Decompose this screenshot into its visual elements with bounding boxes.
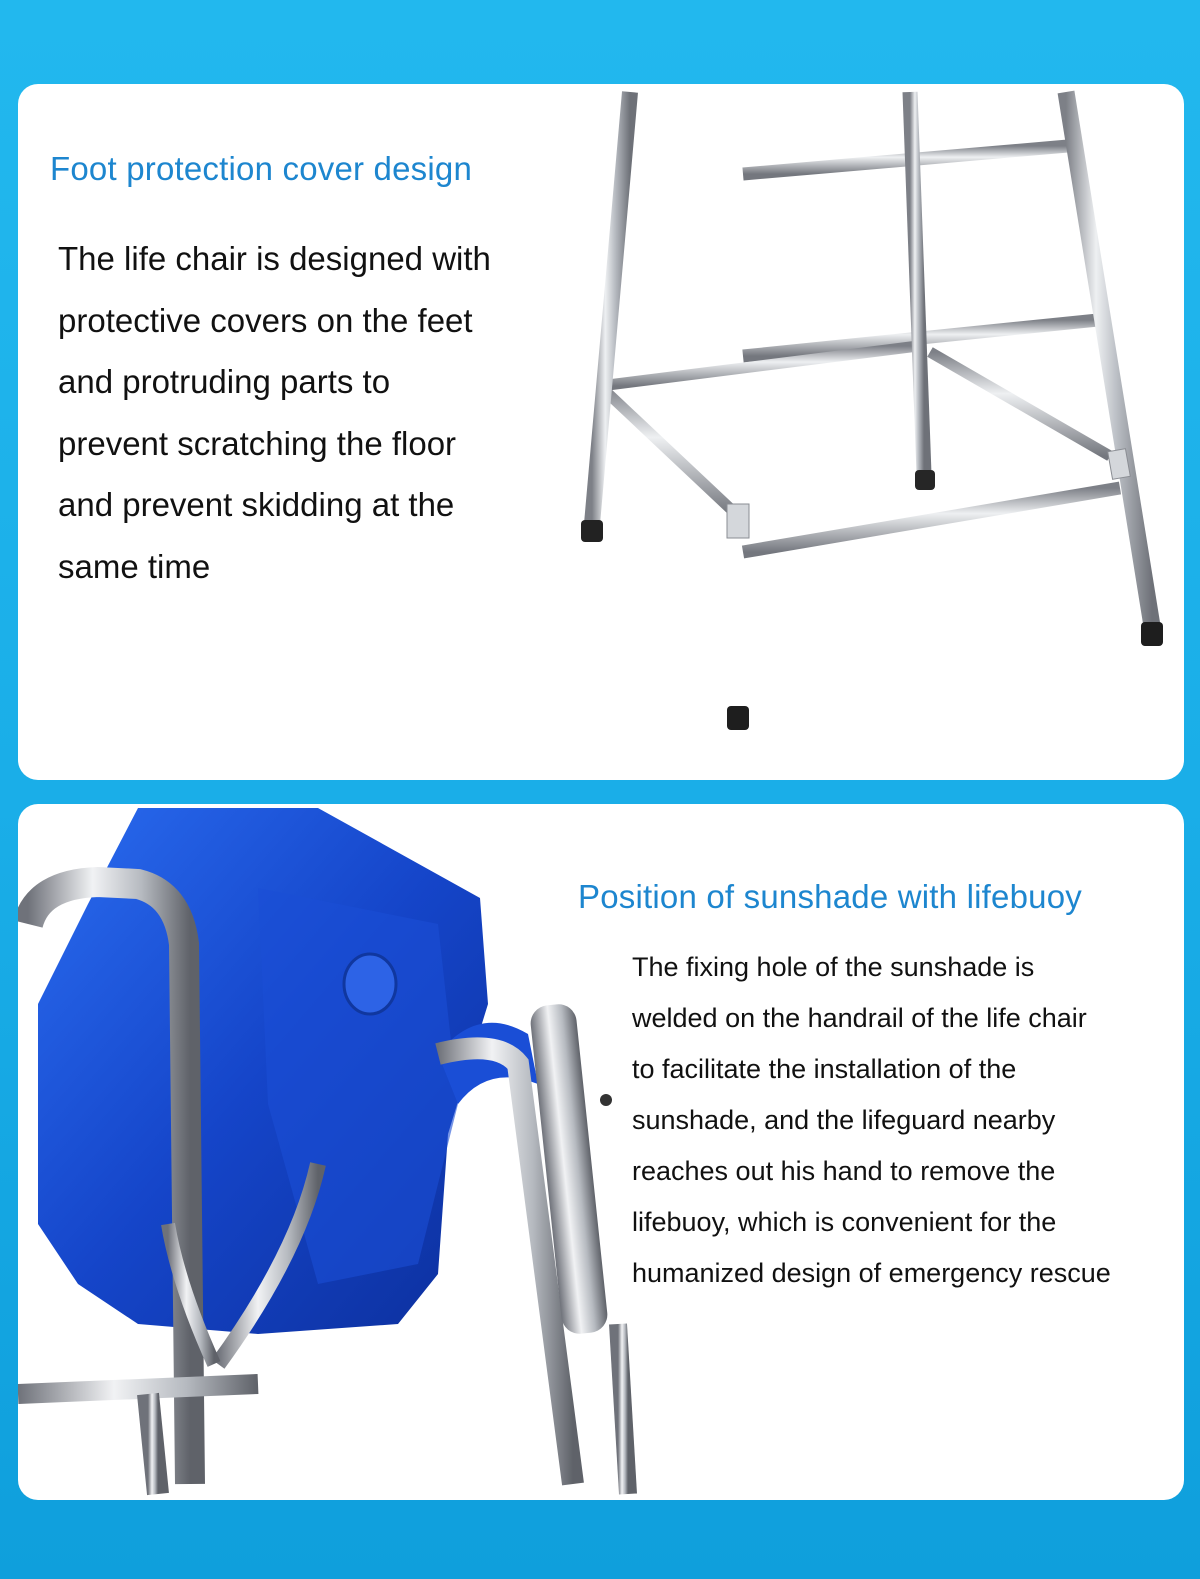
foot-protection-description xyxy=(58,228,491,597)
description-line: prevent scratching the floor xyxy=(58,424,457,462)
description-line: welded on the handrail of the life chair xyxy=(632,1003,1087,1033)
description-line: The life chair is designed with xyxy=(58,240,491,277)
sunshade-description xyxy=(632,942,1111,1299)
description-line: protective covers on the feet xyxy=(58,301,473,339)
sunshade-lifebuoy-card xyxy=(18,804,1184,1500)
description-line: sunshade, and the lifeguard nearby xyxy=(632,1105,1056,1135)
description-line: humanized design of emergency rescue xyxy=(632,1258,1111,1288)
description-line: The fixing hole of the sunshade is xyxy=(632,952,1035,982)
stool-legs-image xyxy=(538,84,1184,780)
description-line: same time xyxy=(58,547,211,585)
description-line: to facilitate the installation of the xyxy=(632,1054,1017,1084)
foot-protection-heading: Foot protection cover design xyxy=(50,150,472,187)
description-line: and protruding parts to xyxy=(58,363,391,400)
sunshade-heading: Position of sunshade with lifebuoy xyxy=(578,878,1082,915)
description-line: lifebuoy, which is convenient for the xyxy=(632,1207,1057,1237)
foot-protection-card xyxy=(18,84,1184,780)
description-line: reaches out his hand to remove the xyxy=(632,1156,1056,1186)
description-line: and prevent skidding at the xyxy=(58,486,455,523)
